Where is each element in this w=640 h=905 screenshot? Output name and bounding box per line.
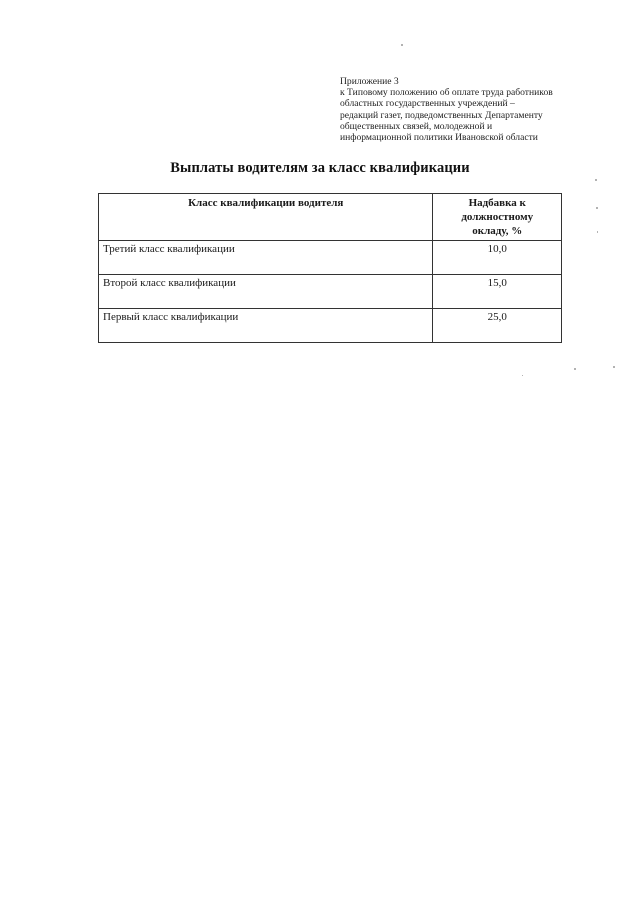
scan-speck: [596, 207, 598, 209]
scan-speck: [597, 231, 598, 233]
header-bonus-line: должностному: [461, 211, 534, 223]
qualification-rates-table: [98, 193, 562, 343]
header-class: Класс квалификации водителя: [99, 194, 433, 241]
scan-speck: [595, 179, 597, 181]
annex-line: Приложение 3: [340, 76, 399, 87]
annex-line: общественных связей, молодежной и: [340, 120, 493, 132]
header-bonus: [433, 194, 562, 241]
document-title: Выплаты водителям за класс квалификации: [170, 160, 470, 176]
class-cell: Первый класс квалификации: [99, 309, 433, 343]
table-row: [99, 275, 562, 309]
scan-speck: [522, 375, 523, 376]
annex-line: к Типовому положению об оплате труда работников: [340, 87, 553, 99]
bonus-cell: 25,0: [433, 309, 562, 343]
class-cell: Третий класс квалификации: [99, 241, 433, 275]
table-header-row: [99, 194, 562, 241]
annex-note: [340, 76, 590, 143]
annex-line: редакций газет, подведомственных Департаменту: [340, 109, 543, 121]
header-bonus-line: окладу, %: [472, 225, 523, 237]
table-row: [99, 241, 562, 275]
scan-speck: [574, 368, 576, 370]
annex-line: областных государственных учреждений –: [340, 98, 515, 110]
table-row: [99, 309, 562, 343]
class-cell: Второй класс квалификации: [99, 275, 433, 309]
scan-speck: [613, 366, 615, 368]
bonus-cell: 15,0: [433, 275, 562, 309]
header-bonus-line: Надбавка к: [468, 197, 526, 209]
scan-speck: [401, 44, 403, 46]
bonus-cell: 10,0: [433, 241, 562, 275]
annex-line: информационной политики Ивановской области: [340, 132, 538, 144]
